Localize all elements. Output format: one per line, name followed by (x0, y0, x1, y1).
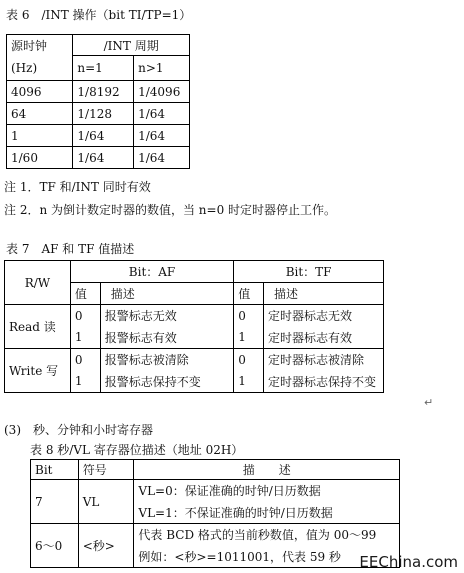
table8-bit: 6～0 (31, 524, 79, 568)
table7-caption: 表 7 AF 和 TF 值描述 (6, 242, 135, 256)
table-row (5, 305, 384, 327)
table8-desc-line: VL=1：不保证准确的时钟/日历数据 (134, 502, 400, 524)
table7-value-af: 值 (70, 283, 100, 305)
table-cell: 1/60 (7, 147, 73, 169)
table-row (7, 81, 190, 103)
table6 (6, 34, 190, 169)
table-row (31, 524, 400, 546)
table-cell: 4096 (7, 81, 73, 103)
table-cell: 0 (234, 349, 264, 371)
table-cell: 0 (234, 305, 264, 327)
table-cell: 1 (234, 327, 264, 349)
table-cell: 1/64 (134, 103, 190, 125)
table7-bit-af: Bit：AF (70, 261, 233, 283)
table6-n1: n=1 (73, 56, 134, 81)
table-cell: 1/64 (73, 125, 134, 147)
table7-desc-af: 描述 (100, 283, 233, 305)
table7-value-tf: 值 (234, 283, 264, 305)
table-cell: 1 (70, 327, 100, 349)
return-mark-icon: ↵ (424, 396, 434, 409)
table-cell: 1/64 (73, 147, 134, 169)
section3-heading: (3) 秒、分钟和小时寄存器 (4, 423, 153, 437)
table7 (4, 260, 384, 393)
table8-desc-line: 例如：<秒>=1011001，代表 59 秒 (134, 546, 400, 568)
table8-symbol: VL (78, 480, 134, 524)
table-cell: 报警标志有效 (100, 327, 233, 349)
eechina-watermark: EEChina.com (359, 553, 458, 571)
table-cell: 64 (7, 103, 73, 125)
table-cell: 1/64 (134, 125, 190, 147)
table-cell: 1 (70, 371, 100, 393)
table8 (30, 459, 400, 568)
table-row (7, 125, 190, 147)
table7-write: Write 写 (5, 349, 71, 393)
table-cell: 报警标志保持不变 (100, 371, 233, 393)
table8-bit: 7 (31, 480, 79, 524)
table7-read: Read 读 (5, 305, 71, 349)
table-cell: 1/64 (134, 147, 190, 169)
table6-source-clock: 源时钟 (7, 35, 73, 56)
table-row (7, 147, 190, 169)
table-cell: 定时器标志保持不变 (264, 371, 384, 393)
table8-header-desc: 描 述 (134, 460, 400, 480)
table-row (7, 103, 190, 125)
table6-ngt1: n>1 (134, 56, 190, 81)
table-cell: 1 (234, 371, 264, 393)
note-1: 注 1．TF 和/INT 同时有效 (4, 180, 151, 194)
table8-header-bit: Bit (31, 460, 79, 480)
table8-header-symbol: 符号 (78, 460, 134, 480)
table6-caption: 表 6 /INT 操作（bit TI/TP=1） (6, 8, 192, 22)
table-cell: 0 (70, 349, 100, 371)
table6-source-unit: (Hz) (7, 56, 73, 81)
table-cell: 报警标志无效 (100, 305, 233, 327)
table-row (31, 480, 400, 502)
table-cell: 定时器标志被清除 (264, 349, 384, 371)
table-cell: 1/8192 (73, 81, 134, 103)
table8-caption: 表 8 秒/VL 寄存器位描述（地址 02H） (30, 443, 244, 457)
table7-rw: R/W (5, 261, 71, 305)
table7-desc-tf: 描述 (264, 283, 384, 305)
table-cell: 0 (70, 305, 100, 327)
table8-symbol: <秒> (78, 524, 134, 568)
table-row (5, 349, 384, 371)
table-cell: 1 (7, 125, 73, 147)
table-cell: 报警标志被清除 (100, 349, 233, 371)
table6-int-period: /INT 周期 (73, 35, 190, 56)
table-cell: 定时器标志有效 (264, 327, 384, 349)
table-cell: 1/128 (73, 103, 134, 125)
table7-bit-tf: Bit：TF (234, 261, 384, 283)
table-cell: 定时器标志无效 (264, 305, 384, 327)
note-2: 注 2．n 为倒计数定时器的数值，当 n=0 时定时器停止工作。 (4, 203, 337, 217)
table-cell: 1/4096 (134, 81, 190, 103)
table8-desc-line: VL=0：保证准确的时钟/日历数据 (134, 480, 400, 502)
table8-desc-line: 代表 BCD 格式的当前秒数值，值为 00～99 (134, 524, 400, 546)
